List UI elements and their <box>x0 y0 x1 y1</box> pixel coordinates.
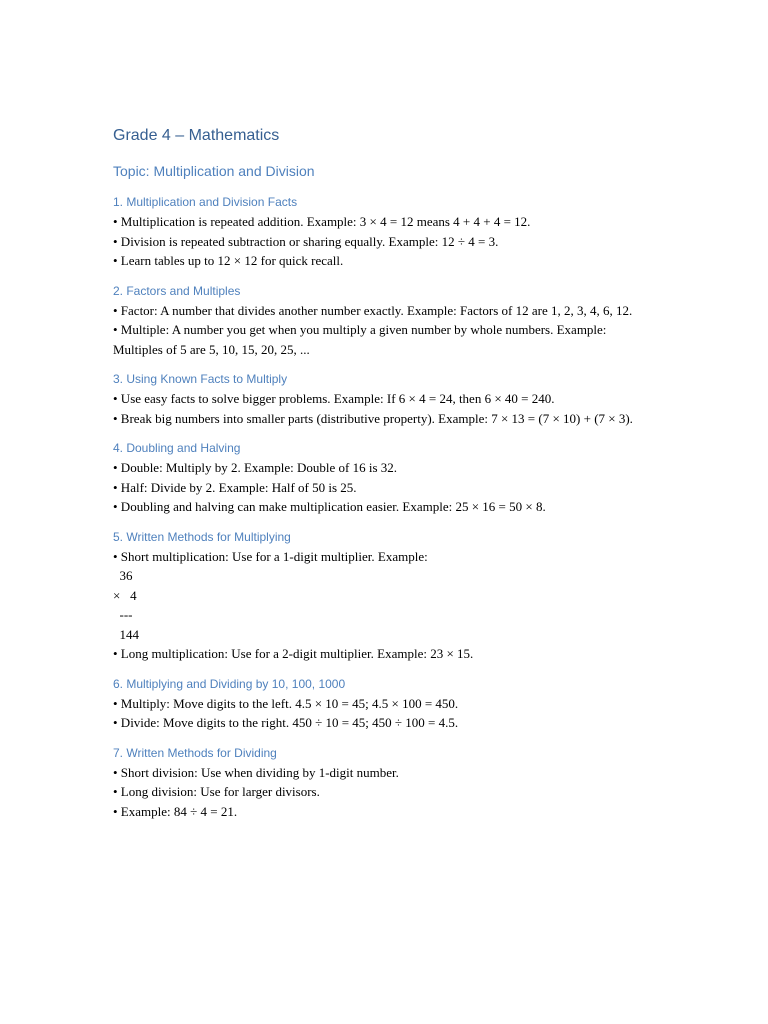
worked-example-line: 36 <box>113 568 133 583</box>
worked-example-line: × 4 <box>113 587 137 603</box>
section-written-dividing <box>113 744 658 822</box>
section-line: • Break big numbers into smaller parts (distributive property). Example: 7 × 13 = (7 × 10) + (7 × 3). <box>113 410 633 426</box>
section-heading: 1. Multiplication and Division Facts <box>113 195 298 209</box>
section-line: • Short division: Use when dividing by 1-digit number. <box>113 764 399 780</box>
section-line: • Long division: Use for larger divisors. <box>113 784 320 799</box>
section-heading: 5. Written Methods for Multiplying <box>113 529 291 544</box>
section-line: • Multiple: A number you get when you multiply a given number by whole numbers. Example: Multiples of 5 are 5, 10, 15, 20, 25, ... <box>113 322 607 357</box>
section-factors-multiples <box>113 282 658 360</box>
document-content <box>113 124 658 832</box>
section-line: • Learn tables up to 12 × 12 for quick recall. <box>113 253 344 268</box>
section-known-facts <box>113 370 658 428</box>
topic-heading: Topic: Multiplication and Division <box>113 163 315 179</box>
section-line: • Long multiplication: Use for a 2-digit multiplier. Example: 23 × 15. <box>113 646 474 661</box>
section-line: • Division is repeated subtraction or sharing equally. Example: 12 ÷ 4 = 3. <box>113 233 499 249</box>
worked-example-line: 144 <box>113 626 139 642</box>
section-line: • Double: Multiply by 2. Example: Double of 16 is 32. <box>113 460 398 475</box>
worked-example-line: --- <box>113 607 133 622</box>
section-heading: 4. Doubling and Halving <box>113 441 241 455</box>
section-written-multiplying <box>113 528 658 664</box>
section-line: • Divide: Move digits to the right. 450 ÷ 10 = 45; 450 ÷ 100 = 4.5. <box>113 715 459 730</box>
section-heading: 6. Multiplying and Dividing by 10, 100, 1000 <box>113 676 346 691</box>
section-line: • Short multiplication: Use for a 1-digit multiplier. Example: <box>113 548 428 564</box>
section-line: • Half: Divide by 2. Example: Half of 50 is 25. <box>113 479 357 495</box>
section-line: • Factor: A number that divides another number exactly. Example: Factors of 12 are 1, 2, 3, 4, 6, 12. <box>113 302 633 318</box>
document-title: Grade 4 – Mathematics <box>113 127 280 144</box>
section-heading: 3. Using Known Facts to Multiply <box>113 372 288 386</box>
section-heading: 7. Written Methods for Dividing <box>113 745 277 760</box>
section-line: • Multiply: Move digits to the left. 4.5 × 10 = 45; 4.5 × 100 = 450. <box>113 695 459 711</box>
section-doubling-halving <box>113 439 658 517</box>
section-multiplication-division-facts <box>113 193 658 271</box>
section-heading: 2. Factors and Multiples <box>113 283 241 298</box>
section-multiplying-dividing-powers-of-ten <box>113 675 658 733</box>
section-line: • Multiplication is repeated addition. Example: 3 × 4 = 12 means 4 + 4 + 4 = 12. <box>113 214 531 229</box>
section-line: • Example: 84 ÷ 4 = 21. <box>113 803 238 819</box>
section-line: • Doubling and halving can make multiplication easier. Example: 25 × 16 = 50 × 8. <box>113 499 546 514</box>
section-line: • Use easy facts to solve bigger problems. Example: If 6 × 4 = 24, then 6 × 40 = 240. <box>113 391 555 406</box>
